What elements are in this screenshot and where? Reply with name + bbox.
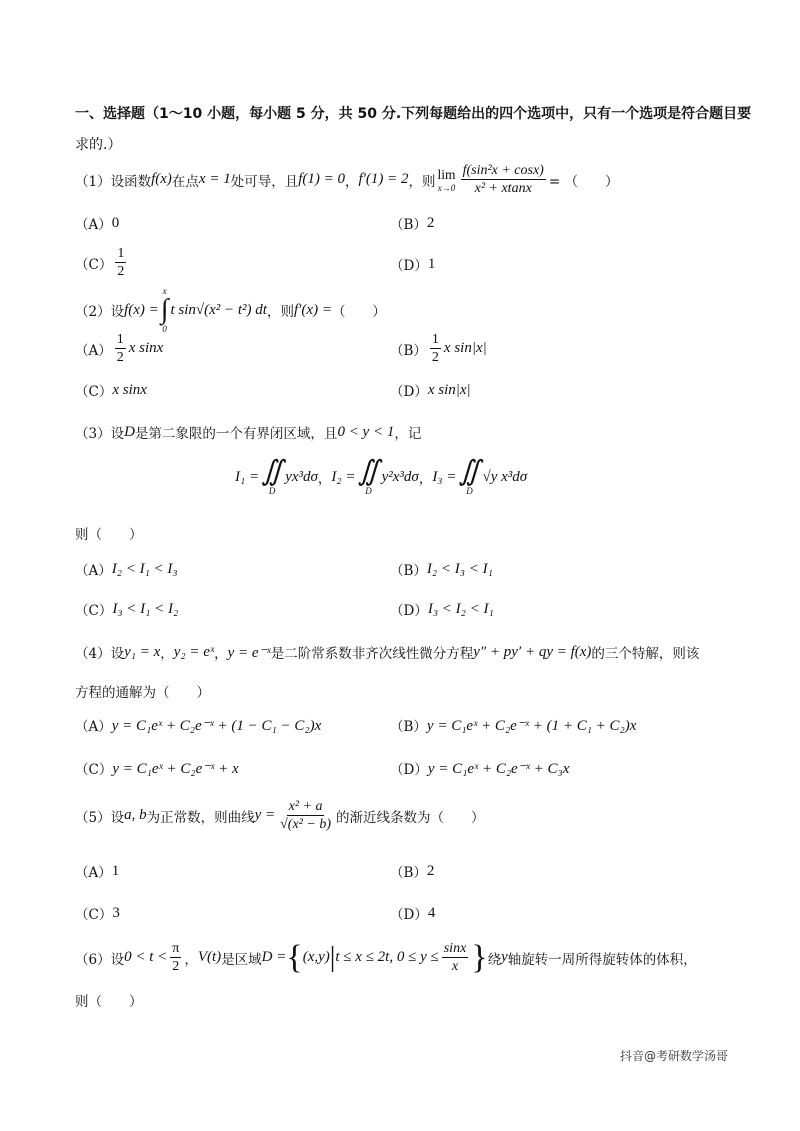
fraction [430,331,441,366]
q1-text: ，则 [408,173,436,190]
integrand: yx³dσ [285,468,318,485]
q6-math: 0 < t < [124,949,168,965]
option-value: x sinx [128,340,164,356]
option-4a [75,715,321,735]
option-value: I₃ < I₁ < I₂ [112,600,179,617]
option-label: （A） [75,342,112,359]
option-value: 4 [427,904,436,921]
denominator: 2 [117,264,125,279]
integrand: √y x³dσ [482,468,528,485]
q1-math: f′(1) = 2 [358,171,409,187]
fraction [170,940,181,975]
footer-watermark: 抖音@考研数学汤哥 [619,1049,728,1063]
q6-text: 轴旋转一周所得旋转体的体积， [507,951,697,968]
integral [161,286,169,334]
integrand: y²x³dσ [381,468,419,485]
set-condition: t ≤ x ≤ 2t, 0 ≤ y ≤ [335,949,439,965]
denominator: 2 [116,350,124,365]
option-label: （A） [75,563,112,579]
option-label: （C） [75,603,113,619]
i1-label: I₁ = [235,468,260,485]
numerator: 1 [431,332,439,347]
lower-limit: 0 [162,324,167,334]
option-label: （C） [75,384,113,400]
q1-math: f(1) = 0 [298,171,345,187]
q3-text: （3）设 [75,426,125,442]
option-label: （B） [390,865,427,881]
option-1a [75,213,119,233]
section-header-cont: 求的.） [75,137,122,153]
option-1d [390,254,435,274]
q6-text: 绕 [487,951,502,968]
option-label: （C） [75,256,113,273]
q6-text: （6）设 [75,951,125,968]
option-5d [390,903,435,923]
denominator: x [451,959,459,974]
numerator: 1 [117,246,125,261]
fraction [278,798,333,833]
question-2 [75,286,386,334]
fraction [461,162,546,197]
option-3a [75,559,178,579]
option-3c [75,599,178,619]
set-element: (x,y) [302,949,330,965]
q3-math: D [124,423,135,440]
q4-text: 的三个特解，则该 [591,646,700,662]
q5-math: a, b [124,807,147,823]
option-2b [390,331,487,366]
option-4c [75,758,239,778]
double-integral [358,458,380,496]
double-integral [261,458,283,496]
q6-math: D = [261,949,287,965]
q1-text: 在点 [171,173,199,190]
option-1c [75,245,129,280]
option-value: 1 [427,255,436,272]
option-value: 1 [111,862,120,879]
separator: ， [418,471,433,487]
q5-text: 为正常数，则曲线 [146,809,255,826]
fraction [115,331,126,366]
q4-text: （4）设 [75,646,125,662]
option-5b [390,861,434,881]
question-1 [75,162,618,197]
integral-sign: ∬ [357,456,380,487]
denominator: √(x² − b) [280,817,331,832]
q3-text: 是第二象限的一个有界闭区域，且 [134,426,338,442]
option-label: （B） [390,563,427,579]
option-1b [390,213,434,233]
option-value: x sinx [112,381,147,398]
option-label: （B） [390,719,427,735]
numerator: f(sin²x + cosx) [462,163,544,178]
integrand: t sin√(x² − t²) dt [170,301,267,318]
integral-definitions [235,458,527,496]
q1-math: x = 1 [198,171,231,187]
q1-text: （1）设函数 [75,173,152,190]
q6-then: 则（ ） [75,994,143,1010]
region-sub: D [268,486,276,496]
q1-text: ， [344,173,359,190]
denominator: 2 [431,350,439,365]
option-4b [390,715,636,735]
q4-text: ， [160,646,174,662]
q6-text: 是区域 [221,951,262,968]
option-value: y = C₁eˣ + C₂e⁻ˣ + C₃x [427,760,570,777]
question-4 [75,642,699,662]
right-brace: } [471,938,488,976]
question-5 [75,798,485,833]
i3-label: I₃ = [432,468,457,485]
option-2a [75,331,163,366]
region-sub: D [466,486,473,496]
q2-math: f(x) = [124,301,159,318]
option-value: 2 [426,862,435,879]
q1-text: 处可导，且 [230,173,299,190]
q4-math: y₂ = eˣ [173,643,215,660]
q3-text: ，记 [394,426,422,442]
q5-text: （5）设 [75,809,125,826]
q6-math: V(t) [197,949,222,965]
option-3d [390,599,494,619]
lim-sub: x→0 [437,182,456,193]
q2-text: ，则 [266,304,294,320]
option-label: （C） [75,762,113,778]
option-value: y = C₁eˣ + C₂e⁻ˣ + (1 − C₁ − C₂)x [111,717,322,734]
option-label: （A） [75,865,112,881]
numerator: sinx [443,941,467,956]
set-bar: | [329,941,336,973]
q3-math: 0 < y < 1 [337,423,395,440]
integral-sign: ∫ [160,294,169,325]
upper-limit: x [162,286,167,296]
fraction [442,940,469,975]
denominator: x² + xtanx [474,181,532,196]
q4-text: ， [214,646,228,662]
numerator: 1 [116,332,124,347]
q4-text: 是二阶常系数非齐次线性微分方程 [270,646,474,662]
section-header: 一、选择题（1～10 小题，每小题 5 分，共 50 分.下列每题给出的四个选项中，只有一个选项是符合题目要 [75,106,752,122]
option-value: y = C₁eˣ + C₂e⁻ˣ + (1 + C₁ + C₂)x [426,717,637,734]
question-3 [75,422,421,442]
option-value: 0 [111,214,120,231]
question-6 [75,940,697,975]
denominator: 2 [172,959,180,974]
q6-math: y [501,949,508,965]
q2-text: （2）设 [75,304,125,320]
double-integral [458,458,480,496]
option-value: I₂ < I₁ < I₃ [111,560,178,577]
option-label: （D） [390,384,428,400]
option-label: （A） [75,217,112,233]
option-value: 2 [426,214,435,231]
numerator: x² + a [288,799,323,814]
option-2c [75,380,147,400]
option-label: （A） [75,719,112,735]
option-label: （D） [390,907,428,923]
option-label: （D） [390,258,428,274]
q1-tail: = （ ） [548,173,619,190]
limit [438,167,456,193]
q2-math: f′(x) = [293,301,332,318]
q5-tail: 的渐近线条数为（ ） [336,809,485,826]
q2-tail: （ ） [331,304,386,320]
q1-math: f(x) [151,171,172,187]
option-2d [390,380,471,400]
option-value: I₂ < I₃ < I₁ [426,560,493,577]
integral-sign: ∬ [261,456,284,487]
option-label: （B） [390,217,427,233]
option-3b [390,559,493,579]
i2-label: I₂ = [331,468,356,485]
q4-line2: 方程的通解为（ ） [75,685,210,701]
option-label: （C） [75,907,113,923]
q5-math: y = [254,807,276,823]
option-value: x sin|x| [443,340,487,356]
option-5c [75,903,120,923]
q4-math: y″ + py′ + qy = f(x) [473,643,592,660]
option-label: （D） [390,762,428,778]
fraction [115,245,126,280]
option-value: y = C₁eˣ + C₂e⁻ˣ + x [112,760,239,777]
option-4d [390,758,569,778]
q3-then: 则（ ） [75,527,143,543]
numerator: π [172,941,180,956]
option-value: 3 [112,904,120,921]
lim-label: lim [437,166,456,182]
q4-math: y = e⁻ˣ [227,644,271,661]
separator: ， [317,471,332,487]
option-label: （B） [390,342,427,359]
option-5a [75,861,119,881]
region-sub: D [365,486,372,496]
q6-text: ， [184,951,198,968]
option-value: I₃ < I₂ < I₁ [427,600,494,617]
q4-math: y₁ = x [124,643,161,660]
left-brace: { [286,938,303,976]
option-value: x sin|x| [427,381,471,398]
option-label: （D） [390,603,428,619]
integral-sign: ∬ [458,456,481,487]
